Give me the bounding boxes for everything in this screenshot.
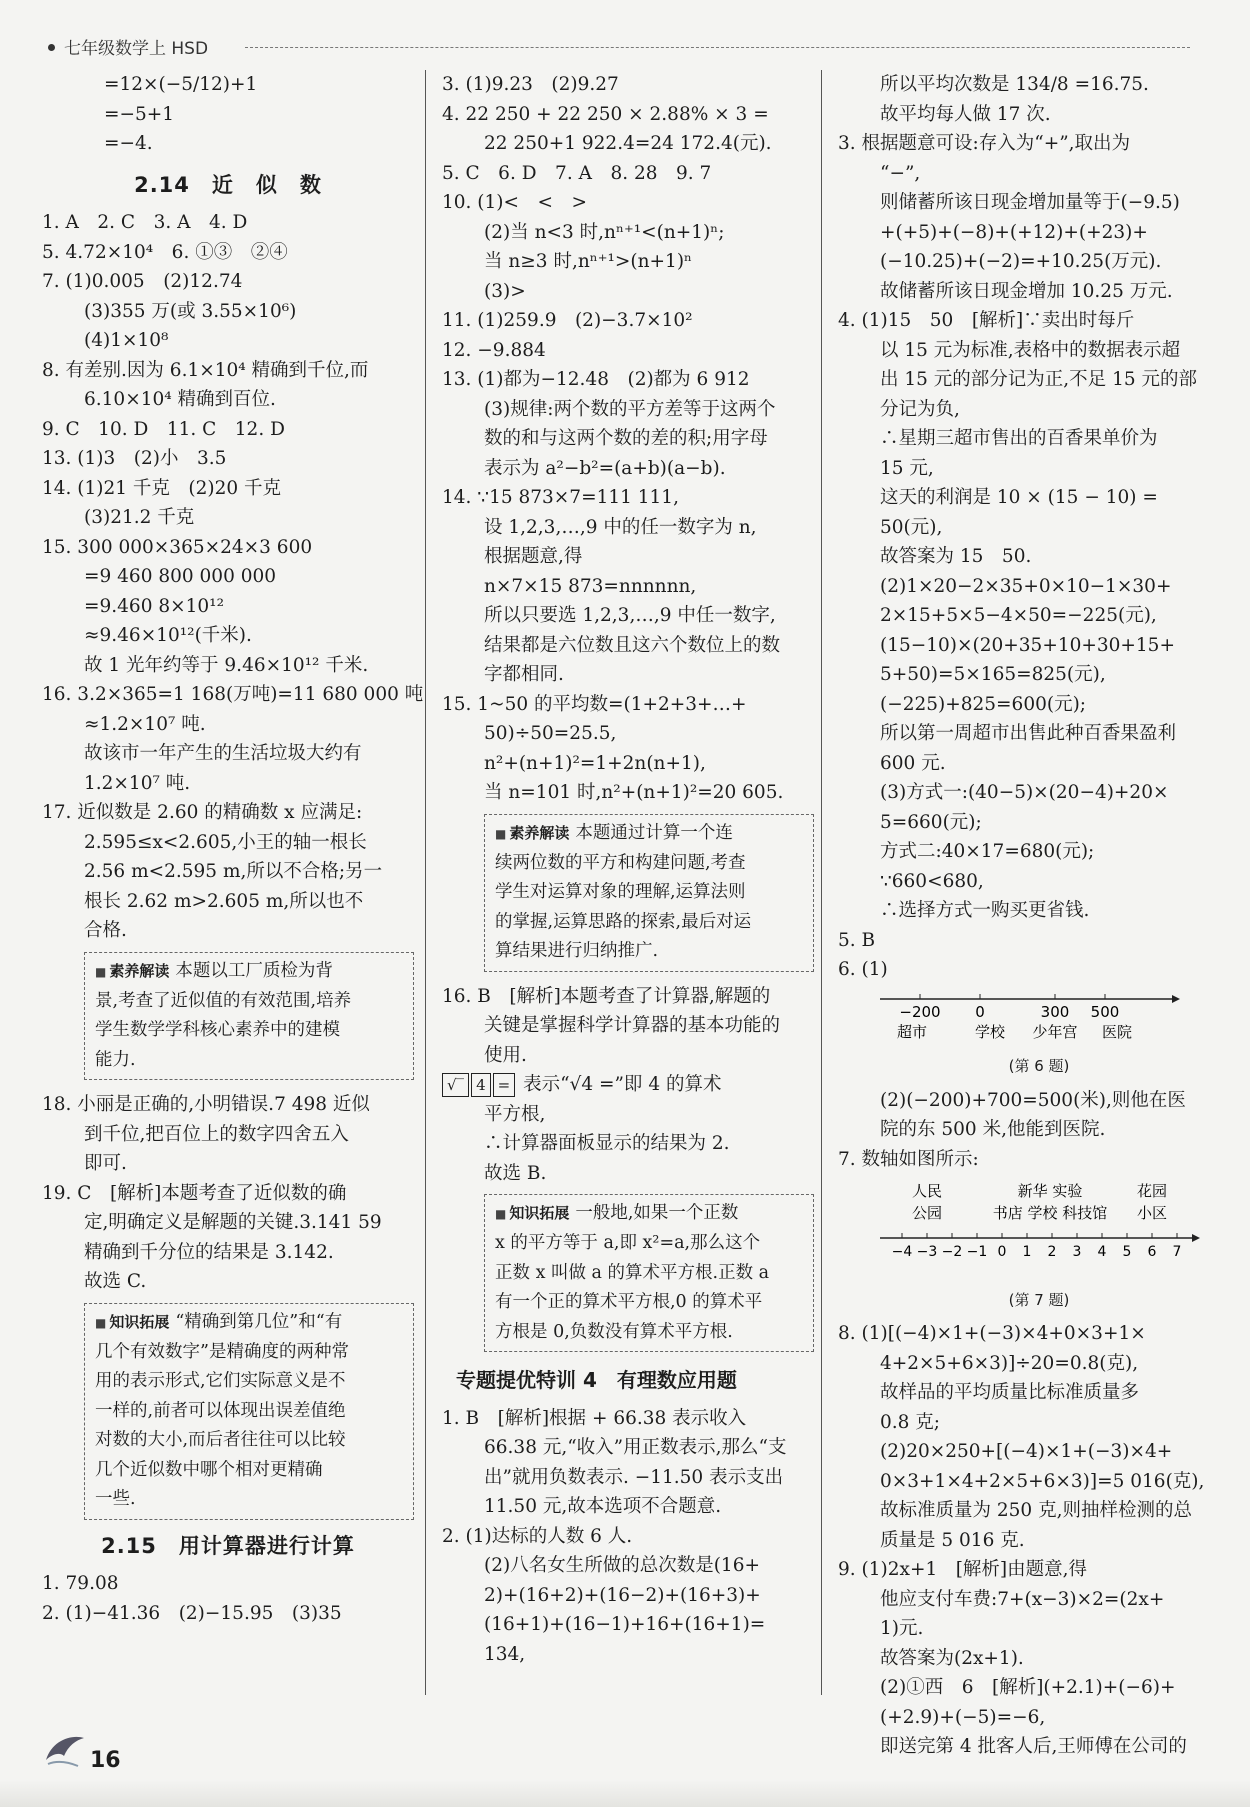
text-line: 9. (1)2x+1 [解析]由题意,得 — [838, 1559, 1088, 1580]
tick-label: 300 — [1040, 1002, 1070, 1021]
tick-label: 4 — [1097, 1244, 1107, 1260]
box-line — [95, 1367, 403, 1397]
box-line — [95, 1016, 403, 1046]
info-box — [84, 952, 414, 1081]
text-line: 9. C 10. D 11. C 12. D — [42, 418, 285, 440]
tick-label: 5 — [1122, 1244, 1132, 1260]
tick-label: 0 — [975, 1002, 985, 1021]
text-line: 50)÷50=25.5, — [484, 723, 617, 744]
text-line: 5+50)=5×165=825(元), — [880, 664, 1106, 685]
text-line: 方式二:40×17=680(元); — [880, 841, 1095, 862]
text-line: 0.8 克; — [880, 1411, 941, 1433]
section-title: 2.14 近 似 数 — [134, 172, 322, 197]
text-line: 18. 小丽是正确的,小明错误.7 498 近似 — [42, 1094, 370, 1115]
text-line: 根据题意,得 — [484, 546, 583, 567]
tick-label: −2 — [941, 1244, 963, 1260]
number-line-figure-6 — [880, 991, 1198, 1082]
place-label: 少年宫 — [1032, 1022, 1078, 1041]
four-key-icon: 4 — [471, 1073, 491, 1097]
text-line: (−225)+825=600(元); — [880, 693, 1087, 715]
number-line-figure-7 — [880, 1180, 1198, 1315]
tick-label: 6 — [1147, 1244, 1157, 1260]
box-line — [95, 1485, 403, 1515]
text-line: 15. 1~50 的平均数=(1+2+3+…+ — [442, 693, 747, 715]
text-line: 故标准质量为 250 克,则抽样检测的总 — [880, 1500, 1192, 1521]
box-tag: ■ 素养解读 — [95, 962, 169, 980]
info-box — [484, 1194, 814, 1352]
text-line: 精确到千分位的结果是 3.142. — [84, 1241, 334, 1263]
text-line: 这天的利润是 10 × (15 − 10) = — [880, 487, 1158, 508]
place-label: 书店 学校 科技馆 — [992, 1204, 1108, 1222]
box-text: 正数 x 叫做 a 的算术平方根.正数 a — [495, 1262, 770, 1283]
text-line: 15. 300 000×365×24×3 600 — [42, 536, 313, 558]
text-line: 8. (1)[(−4)×1+(−3)×4+0×3+1× — [838, 1323, 1146, 1344]
text-line: 以 15 元为标准,表格中的数据表示超 — [880, 339, 1181, 361]
text-line: 4+2×5+6×3)]÷20=0.8(克), — [880, 1352, 1139, 1374]
text-line: ≈1.2×10⁷ 吨. — [84, 713, 206, 735]
place-label: 医院 — [1101, 1022, 1133, 1041]
text-line: 关键是掌握科学计算器的基本功能的 — [484, 1015, 781, 1036]
column-divider — [821, 70, 822, 1695]
tick-label: 3 — [1072, 1244, 1082, 1260]
text-line: 2. (1)达标的人数 6 人. — [442, 1525, 633, 1547]
box-line — [95, 1046, 403, 1076]
box-text: 学生对运算对象的理解,运算法则 — [495, 882, 746, 902]
box-text: x 的平方等于 a,即 x²=a,那么这个 — [495, 1233, 761, 1253]
text-line: 7. 数轴如图所示: — [838, 1148, 979, 1170]
text-line: (2)20×250+[(−4)×1+(−3)×4+ — [880, 1441, 1173, 1462]
box-text: 方根是 0,负数没有算术平方根. — [495, 1321, 733, 1342]
box-text: 续两位数的平方和构建问题,考查 — [495, 852, 746, 873]
dolphin-logo-icon — [42, 1730, 88, 1770]
text-line: 1. A 2. C 3. A 4. D — [42, 212, 248, 233]
text-line: 19. C [解析]本题考查了近似数的确 — [42, 1182, 347, 1204]
box-line — [495, 1259, 803, 1289]
text-line: (15−10)×(20+35+10+30+15+ — [880, 634, 1175, 656]
text-line: ∵660<680, — [880, 870, 984, 892]
text-line: 4. 22 250 + 22 250 × 2.88% × 3 = — [442, 103, 769, 125]
text-line: 所以只要选 1,2,3,…,9 中任一数字, — [484, 605, 776, 626]
text-line: (4)1×10⁸ — [84, 330, 169, 351]
text-line: 16. 3.2×365=1 168(万吨)=11 680 000 吨 — [42, 684, 424, 705]
text-line: 表示为 a²−b²=(a+b)(a−b). — [484, 457, 726, 479]
box-tag: ■ 知识拓展 — [495, 1204, 569, 1222]
box-line — [95, 1456, 403, 1486]
box-tag: ■ 知识拓展 — [95, 1313, 169, 1331]
text-line: “−”, — [880, 162, 921, 184]
tick-label: −3 — [916, 1244, 938, 1260]
box-text: 对数的大小,而后者往往可以比较 — [95, 1430, 346, 1450]
box-text: 几个有效数字”是精确度的两种常 — [95, 1341, 349, 1362]
tick-label: −200 — [899, 1002, 941, 1021]
text-line: 11. (1)259.9 (2)−3.7×10² — [442, 310, 693, 331]
text-line: 22 250+1 922.4=24 172.4(元). — [484, 133, 772, 154]
text-line: (2)1×20−2×35+0×10−1×30+ — [880, 575, 1172, 597]
box-line — [495, 1288, 803, 1318]
text-line: 所以第一周超市出售此种百香果盈利 — [880, 723, 1177, 744]
text-line: (3)21.2 千克 — [84, 507, 195, 528]
number-line-6-svg — [880, 991, 1180, 1043]
box-line — [495, 819, 803, 849]
text-line: 2)+(16+2)+(16−2)+(16+3)+ — [484, 1584, 761, 1606]
box-line — [495, 937, 803, 967]
page-number: 16 — [90, 1748, 121, 1773]
text-line: 平方根, — [484, 1103, 546, 1125]
text-line: (3)355 万(或 3.55×10⁶) — [84, 300, 297, 322]
text-line: 即可. — [84, 1153, 127, 1174]
text-line: =−4. — [104, 133, 153, 154]
text-line: 数的和与这两个数的差的积;用字母 — [484, 428, 768, 449]
text-line: 1. 79.08 — [42, 1573, 119, 1594]
page-bottom-edge — [0, 1780, 1250, 1807]
text-line: 2. (1)−41.36 (2)−15.95 (3)35 — [42, 1602, 342, 1624]
figure-caption: (第 6 题) — [1008, 1057, 1070, 1075]
info-box — [84, 1303, 414, 1520]
box-text: 的掌握,运算思路的探索,最后对运 — [495, 911, 752, 932]
text-line: (3)> — [484, 280, 526, 302]
text-line: 定,明确定义是解题的关键.3.141 59 — [84, 1212, 382, 1233]
text-line: 出”就用负数表示. −11.50 表示支出 — [484, 1466, 784, 1488]
place-label: 新华 实验 — [1017, 1182, 1083, 1200]
text-line: 14. (1)21 千克 (2)20 千克 — [42, 477, 282, 499]
text-line: ∴星期三超市售出的百香果单价为 — [880, 428, 1158, 449]
number-line-7-svg — [880, 1180, 1200, 1276]
text-line: +(+5)+(−8)+(+12)+(+23)+ — [880, 221, 1148, 243]
text-line: 6.10×10⁴ 精确到百位. — [84, 389, 276, 410]
text-line: 15 元, — [880, 457, 934, 479]
text-line: 即送完第 4 批客人后,王师傅在公司的 — [880, 1736, 1187, 1757]
box-text: 本题通过计算一个连 — [575, 822, 733, 843]
text-line: 故样品的平均质量比标准质量多 — [880, 1382, 1140, 1403]
place-label: 超市 — [896, 1022, 928, 1041]
tick-label: 2 — [1047, 1244, 1057, 1260]
text-line: (2)①西 6 [解析](+2.1)+(−6)+ — [880, 1677, 1176, 1698]
text-line: 11.50 元,故本选项不合题意. — [484, 1496, 722, 1517]
tick-label: −4 — [891, 1244, 913, 1260]
text-line: ≈9.46×10¹²(千米). — [84, 625, 252, 646]
box-line — [495, 1318, 803, 1348]
text-line: 14. ∵15 873×7=111 111, — [442, 487, 679, 508]
figure-caption: (第 7 题) — [1008, 1290, 1070, 1309]
place-label: 学校 — [974, 1022, 1006, 1041]
tick-label: 500 — [1090, 1002, 1120, 1021]
text-line: 66.38 元,“收入”用正数表示,那么“支 — [484, 1437, 787, 1458]
text-line: (3)方式一:(40−5)×(20−4)+20× — [880, 782, 1169, 803]
text-line: 当 n≥3 时,nⁿ⁺¹>(n+1)ⁿ — [484, 251, 693, 272]
text-line: (2)(−200)+700=500(米),则他在医 — [880, 1089, 1186, 1111]
text-line: n×7×15 873=nnnnnn, — [484, 575, 697, 597]
text-line: 2.595≤x<2.605,小王的轴一根长 — [84, 831, 367, 853]
box-text: 用的表示形式,它们实际意义是不 — [95, 1371, 346, 1391]
text-line: (−10.25)+(−2)=+10.25(万元). — [880, 251, 1162, 272]
text-line: 2.56 m<2.595 m,所以不合格;另一 — [84, 861, 383, 882]
text-line: (16+1)+(16−1)+16+(16+1)= — [484, 1614, 766, 1635]
tick-label: −1 — [966, 1244, 988, 1260]
column-left — [42, 70, 424, 1628]
box-text: 本题以工厂质检为背 — [175, 960, 333, 981]
tick-label: 7 — [1172, 1244, 1182, 1260]
box-line — [95, 1426, 403, 1456]
box-text: 学生数学学科核心素养中的建模 — [95, 1020, 340, 1040]
text-line: 故答案为 15 50. — [880, 546, 1032, 567]
text-line: 1.2×10⁷ 吨. — [84, 772, 191, 794]
text-line: 结果都是六位数且这六个数位上的数 — [484, 634, 781, 656]
sqrt-key-icon: √‾ — [442, 1073, 469, 1097]
text-line: 5=660(元); — [880, 811, 982, 833]
text-line: 故该市一年产生的生活垃圾大约有 — [84, 743, 362, 764]
key-text: 表示“√4 =”即 4 的算术 — [523, 1074, 722, 1095]
text-line: 质量是 5 016 克. — [880, 1529, 1025, 1551]
text-line: 合格. — [84, 920, 127, 941]
text-line: (2)当 n<3 时,nⁿ⁺¹<(n+1)ⁿ; — [484, 221, 725, 243]
text-line: 分记为负, — [880, 398, 960, 420]
text-line: 4. (1)15 50 [解析]∵卖出时每斤 — [838, 310, 1135, 331]
text-line: 5. C 6. D 7. A 8. 28 9. 7 — [442, 162, 712, 184]
text-line: 故答案为(2x+1). — [880, 1647, 1024, 1669]
box-line — [95, 1308, 403, 1338]
header-title: 七年级数学上 HSD — [64, 39, 209, 59]
text-line: 1. B [解析]根据 + 66.38 表示收入 — [442, 1407, 747, 1429]
text-line: 13. (1)3 (2)小 3.5 — [42, 448, 227, 469]
text-line: (+2.9)+(−5)=−6, — [880, 1706, 1046, 1728]
text-line: 根长 2.62 m>2.605 m,所以也不 — [84, 890, 364, 912]
text-line: 16. B [解析]本题考查了计算器,解题的 — [442, 985, 771, 1007]
text-line: =12×(−5/12)+1 — [104, 74, 258, 95]
text-line: 所以平均次数是 134/8 =16.75. — [880, 74, 1149, 95]
box-text: 一般地,如果一个正数 — [575, 1203, 739, 1223]
text-line: 7. (1)0.005 (2)12.74 — [42, 271, 243, 292]
section-title: 专题提优特训 4 有理数应用题 — [456, 1368, 737, 1392]
calculator-keys-line — [442, 1070, 814, 1100]
tick-label: 1 — [1022, 1244, 1032, 1260]
text-line: 故储蓄所该日现金增加 10.25 万元. — [880, 280, 1173, 302]
text-line: (2)八名女生所做的总次数是(16+ — [484, 1555, 760, 1576]
text-line: 故 1 光年约等于 9.46×10¹² 千米. — [84, 654, 369, 676]
text-line: 故选 C. — [84, 1271, 147, 1292]
text-line: 10. (1)< < > — [442, 192, 588, 213]
box-line — [95, 1338, 403, 1368]
text-line: n²+(n+1)²=1+2n(n+1), — [484, 752, 706, 774]
column-divider — [425, 70, 426, 1695]
text-line: 设 1,2,3,…,9 中的任一数字为 n, — [484, 516, 757, 538]
text-line: 12. −9.884 — [442, 339, 546, 361]
box-text: 一些. — [95, 1489, 136, 1509]
page-header — [40, 30, 1190, 60]
box-line — [495, 878, 803, 908]
place-label: 小区 — [1136, 1204, 1168, 1222]
text-line: 院的东 500 米,他能到医院. — [880, 1119, 1106, 1140]
text-line: 600 元. — [880, 752, 946, 774]
box-line — [495, 908, 803, 938]
text-line: 3. 根据题意可设:存入为“+”,取出为 — [838, 133, 1131, 154]
text-line: ∴计算器面板显示的结果为 2. — [484, 1133, 730, 1154]
text-line: 故平均每人做 17 次. — [880, 103, 1051, 125]
text-line: ∴选择方式一购买更省钱. — [880, 900, 1090, 921]
text-line: 50(元), — [880, 516, 943, 538]
tick-label: 0 — [997, 1244, 1007, 1260]
text-line: 则储蓄所该日现金增加量等于(−9.5) — [880, 192, 1180, 213]
text-line: 字都相同. — [484, 664, 564, 685]
box-text: 几个近似数中哪个相对更精确 — [95, 1459, 323, 1480]
header-rule — [245, 47, 1190, 48]
place-label: 花园 — [1136, 1182, 1168, 1200]
equals-key-icon: = — [493, 1073, 516, 1097]
text-line: 5. B — [838, 929, 876, 951]
text-line: 出 15 元的部分记为正,不足 15 元的部 — [880, 369, 1197, 390]
place-label: 人民 — [911, 1182, 943, 1200]
text-line: 到千位,把百位上的数字四舍五入 — [84, 1123, 349, 1145]
text-line: 0×3+1×4+2×5+6×3)]=5 016(克), — [880, 1470, 1205, 1492]
text-line: 2×15+5×5−4×50=−225(元), — [880, 605, 1157, 626]
place-label: 公园 — [911, 1204, 943, 1222]
box-text: “精确到第几位”和“有 — [175, 1311, 343, 1332]
box-text: 能力. — [95, 1049, 136, 1070]
info-box — [484, 814, 814, 972]
text-line: 当 n=101 时,n²+(n+1)²=20 605. — [484, 782, 784, 803]
box-text: 有一个正的算术平方根,0 的算术平 — [495, 1292, 763, 1312]
box-line — [495, 1199, 803, 1229]
text-line: 134, — [484, 1643, 526, 1665]
text-line: =−5+1 — [104, 103, 175, 125]
column-right — [838, 70, 1205, 1762]
bullet-icon — [48, 44, 55, 51]
text-line: 使用. — [484, 1044, 527, 1066]
box-line — [495, 849, 803, 879]
box-line — [95, 957, 403, 987]
text-line: =9.460 8×10¹² — [84, 595, 224, 617]
column-middle — [442, 70, 814, 1669]
box-line — [95, 1397, 403, 1427]
text-line: (3)规律:两个数的平方差等于这两个 — [484, 398, 776, 420]
box-tag: ■ 素养解读 — [495, 824, 569, 842]
text-line: 13. (1)都为−12.48 (2)都为 6 912 — [442, 369, 750, 390]
text-line: 5. 4.72×10⁴ 6. ①③ ②④ — [42, 241, 288, 263]
text-line: 17. 近似数是 2.60 的精确数 x 应满足: — [42, 802, 363, 823]
text-line: 6. (1) — [838, 959, 888, 980]
section-title: 2.15 用计算器进行计算 — [101, 1533, 355, 1558]
text-line: =9 460 800 000 000 — [84, 566, 277, 587]
box-line — [495, 1229, 803, 1259]
box-line — [95, 987, 403, 1017]
text-line: 故选 B. — [484, 1162, 547, 1184]
text-line: 8. 有差别.因为 6.1×10⁴ 精确到千位,而 — [42, 359, 369, 381]
box-text: 算结果进行归纳推广. — [495, 941, 659, 961]
text-line: 3. (1)9.23 (2)9.27 — [442, 74, 619, 95]
box-text: 景,考查了近似值的有效范围,培养 — [95, 990, 352, 1011]
text-line: 1)元. — [880, 1618, 924, 1639]
box-text: 一样的,前者可以体现出误差值绝 — [95, 1400, 346, 1421]
text-line: 他应支付车费:7+(x−3)×2=(2x+ — [880, 1588, 1165, 1610]
